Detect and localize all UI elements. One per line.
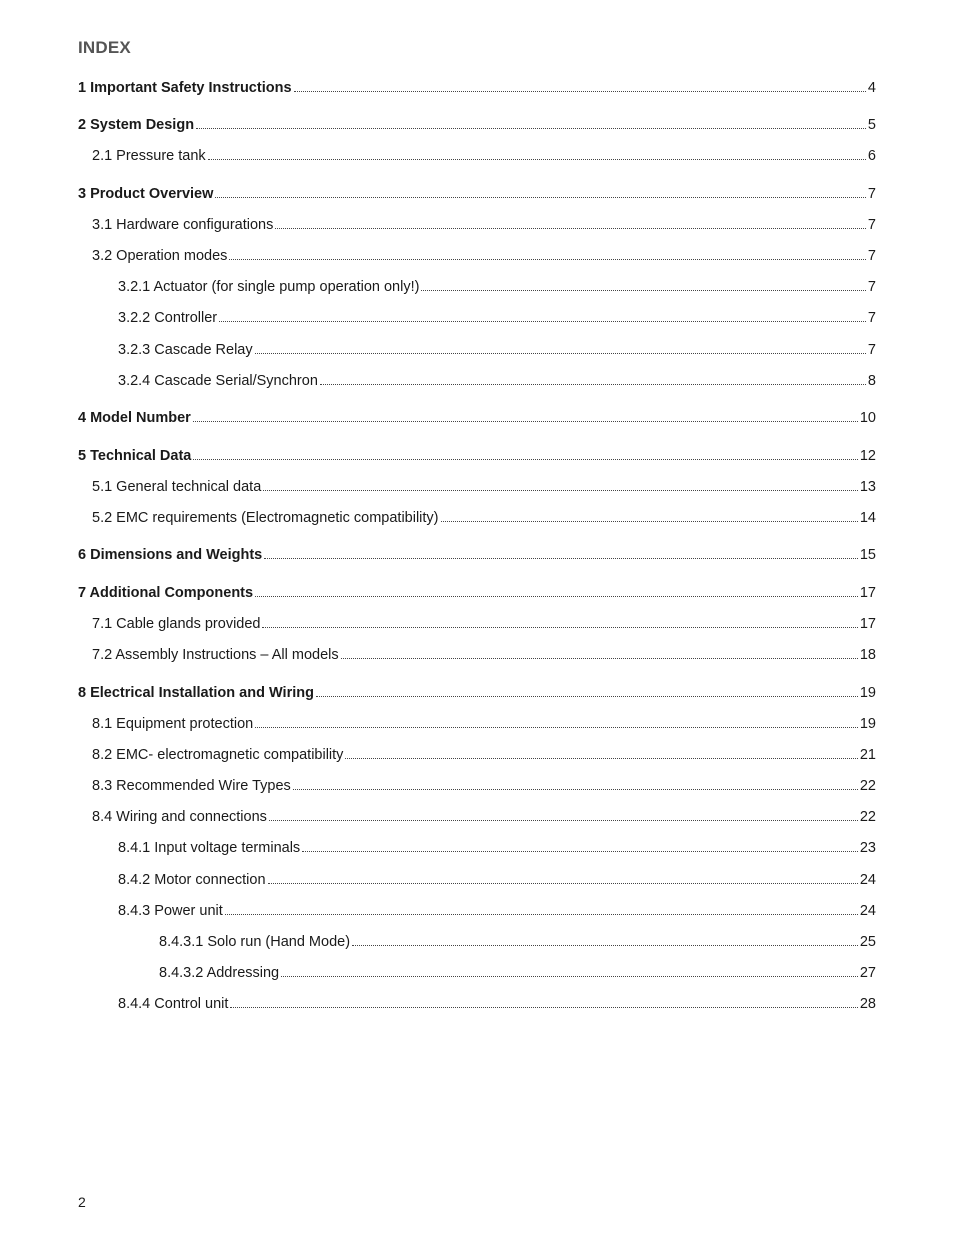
toc-entry-label: 8.3 Recommended Wire Types [92,778,291,794]
toc-entry-label: 5.2 EMC requirements (Electromagnetic compatibility) [92,510,439,526]
toc-entry[interactable] [92,644,876,664]
toc-entry-label: 8.4.1 Input voltage terminals [118,840,301,856]
toc-entry-label: 8.4.3.1 Solo run (Hand Mode) [159,934,351,950]
dot-leader [441,507,858,522]
toc-entry[interactable] [118,276,876,296]
dot-leader [264,544,858,559]
toc-entry-label: 4 Model Number [78,410,191,426]
toc-entry-label: 2 System Design [78,117,195,133]
toc-entry-page: 24 [859,872,876,888]
toc-entry-page: 27 [859,965,876,981]
toc-entry-page: 12 [859,448,876,464]
toc-entry-page: 6 [867,148,876,164]
toc-entry-page: 25 [859,934,876,950]
toc-entry-page: 13 [859,479,876,495]
toc-entry-page: 7 [867,248,876,264]
toc-entry[interactable] [78,544,876,564]
dot-leader [255,339,866,354]
toc-entry[interactable] [78,114,876,134]
dot-leader [255,713,858,728]
dot-leader [219,307,866,322]
toc-entry-page: 15 [859,547,876,563]
toc-entry[interactable] [78,445,876,465]
dot-leader [421,276,865,291]
toc-entry[interactable] [118,900,876,920]
toc-entry-label: 5.1 General technical data [92,479,262,495]
toc-entry-page: 21 [859,747,876,763]
dot-leader [193,407,858,422]
toc-entry-page: 23 [859,840,876,856]
toc-entry-page: 22 [859,809,876,825]
toc-entry[interactable] [118,869,876,889]
toc-entry-page: 17 [859,585,876,601]
toc-entry-label: 3.2 Operation modes [92,248,228,264]
toc-entry[interactable] [78,682,876,702]
toc-entry[interactable] [118,993,876,1013]
toc-entry-page: 5 [867,117,876,133]
dot-leader [269,806,858,821]
toc-entry[interactable] [92,713,876,733]
toc-entry-page: 10 [859,410,876,426]
toc-entry[interactable] [92,476,876,496]
toc-entry-page: 8 [867,373,876,389]
dot-leader [255,582,858,597]
toc-entry-label: 8.4.3 Power unit [118,903,223,919]
toc-entry[interactable] [159,962,876,982]
toc-entry[interactable] [92,775,876,795]
toc-entry-label: 7 Additional Components [78,585,254,601]
toc-entry[interactable] [92,214,876,234]
dot-leader [281,962,858,977]
toc-entry[interactable] [118,837,876,857]
toc-entry[interactable] [92,145,876,165]
toc-entry[interactable] [159,931,876,951]
toc-entry-page: 7 [867,310,876,326]
toc-entry[interactable] [92,744,876,764]
dot-leader [196,114,866,129]
toc-entry[interactable] [118,339,876,359]
dot-leader [263,476,858,491]
toc-entry[interactable] [92,507,876,527]
toc-entry-label: 3.1 Hardware configurations [92,217,274,233]
dot-leader [215,183,866,198]
toc-entry-label: 3.2.3 Cascade Relay [118,342,253,358]
dot-leader [320,370,866,385]
dot-leader [262,613,857,628]
toc-entry[interactable] [118,307,876,327]
dot-leader [225,900,858,915]
toc-entry-label: 8.1 Equipment protection [92,716,254,732]
dot-leader [352,931,858,946]
toc-entry[interactable] [92,806,876,826]
toc-entry-page: 18 [859,647,876,663]
dot-leader [302,837,858,852]
toc-entry-page: 22 [859,778,876,794]
page-number: 2 [78,1194,86,1210]
dot-leader [268,869,858,884]
toc-entry[interactable] [78,582,876,602]
toc-entry[interactable] [78,183,876,203]
dot-leader [316,682,858,697]
toc-entry-page: 4 [867,80,876,96]
toc-entry-label: 8.4.4 Control unit [118,996,229,1012]
toc-entry[interactable] [118,370,876,390]
dot-leader [345,744,857,759]
toc-entry-label: 5 Technical Data [78,448,192,464]
dot-leader [229,245,866,260]
toc-entry-page: 7 [867,279,876,295]
dot-leader [230,993,857,1008]
index-title: INDEX [78,38,131,57]
toc-entry-label: 6 Dimensions and Weights [78,547,263,563]
dot-leader [275,214,866,229]
toc-entry[interactable] [92,245,876,265]
toc-entry-label: 1 Important Safety Instructions [78,80,292,96]
toc-entry-label: 7.1 Cable glands provided [92,616,261,632]
toc-entry-page: 24 [859,903,876,919]
toc-entry-label: 8.4.2 Motor connection [118,872,266,888]
toc-entry-page: 17 [859,616,876,632]
toc-entry-label: 2.1 Pressure tank [92,148,206,164]
dot-leader [193,445,858,460]
toc-entry[interactable] [78,407,876,427]
toc-entry-label: 8.4 Wiring and connections [92,809,267,825]
toc-entry-page: 28 [859,996,876,1012]
toc-entry-label: 8.2 EMC- electromagnetic compatibility [92,747,344,763]
toc-entry-page: 7 [867,342,876,358]
toc-entry-page: 19 [859,685,876,701]
toc-entry-label: 8 Electrical Installation and Wiring [78,685,314,701]
dot-leader [294,77,866,92]
dot-leader [341,644,858,659]
dot-leader [208,145,866,160]
toc-entry-label: 3 Product Overview [78,186,214,202]
toc-entry-label: 3.2.2 Controller [118,310,218,326]
toc-entry-label: 8.4.3.2 Addressing [159,965,280,981]
toc-entry[interactable] [78,77,876,97]
toc-entry-label: 3.2.4 Cascade Serial/Synchron [118,373,318,389]
toc-entry[interactable] [92,613,876,633]
toc-entry-label: 3.2.1 Actuator (for single pump operation only!) [118,279,420,295]
toc-entry-label: 7.2 Assembly Instructions – All models [92,647,339,663]
toc-entry-page: 7 [867,217,876,233]
toc-entry-page: 7 [867,186,876,202]
toc-entry-page: 14 [859,510,876,526]
dot-leader [293,775,858,790]
toc-entry-page: 19 [859,716,876,732]
